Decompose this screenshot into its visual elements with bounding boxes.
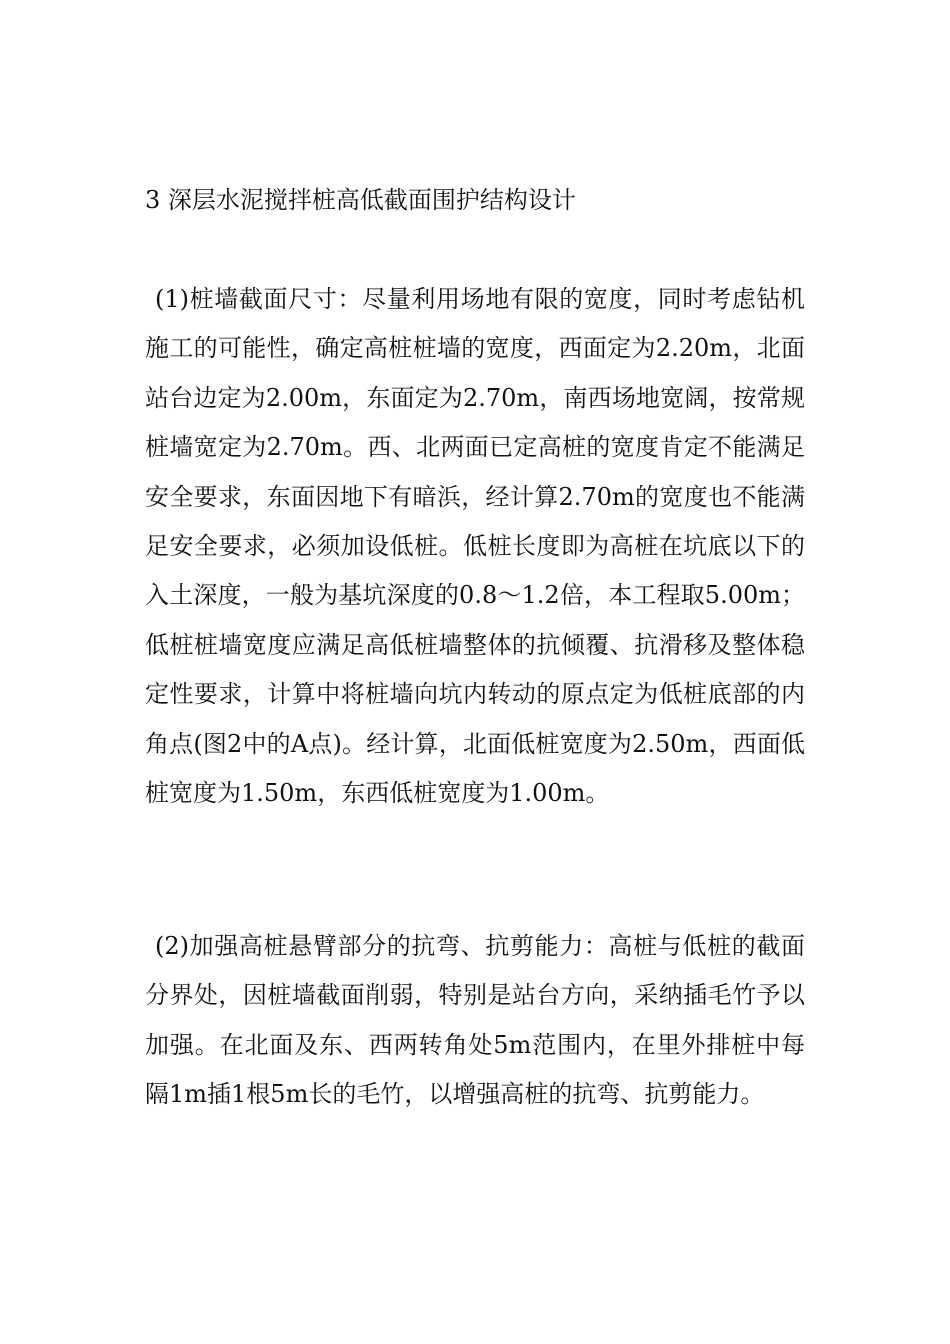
- section-heading: 3 深层水泥搅拌桩高低截面围护结构设计: [145, 186, 576, 214]
- paragraph-pile-wall-dimensions: (1)桩墙截面尺寸：尽量利用场地有限的宽度，同时考虑钻机施工的可能性，确定高桩桩墙的宽度，西面定为2.20m，北面站台边定为2.00m，东面定为2.70m，南西场地宽阔，按常规桩墙宽定为2.70m。西、北两面已定高桩的宽度肯定不能满足安全要求，东面因地下有暗浜，经计算2.70m的宽度也不能满足安全要求，必须加设低桩。低桩长度即为高桩在坑底以下的入土深度，一般为基坑深度的0.8～1.2倍，本工程取5.00m；低桩桩墙宽度应满足高低桩墙整体的抗倾覆、抗滑移及整体稳定性要求，计算中将桩墙向坑内转动的原点定为低桩底部的内角点(图2中的A点)。经计算，北面低桩宽度为2.50m，西面低桩宽度为1.50m，东西低桩宽度为1.00m。: [145, 285, 805, 808]
- paragraph-reinforcement: (2)加强高桩悬臂部分的抗弯、抗剪能力：高桩与低桩的截面分界处，因桩墙截面削弱，特别是站台方向，采纳插毛竹予以加强。在北面及东、西两转角处5m范围内，在里外排桩中每隔1m插1根5m长的毛竹，以增强高桩的抗弯、抗剪能力。: [145, 932, 805, 1109]
